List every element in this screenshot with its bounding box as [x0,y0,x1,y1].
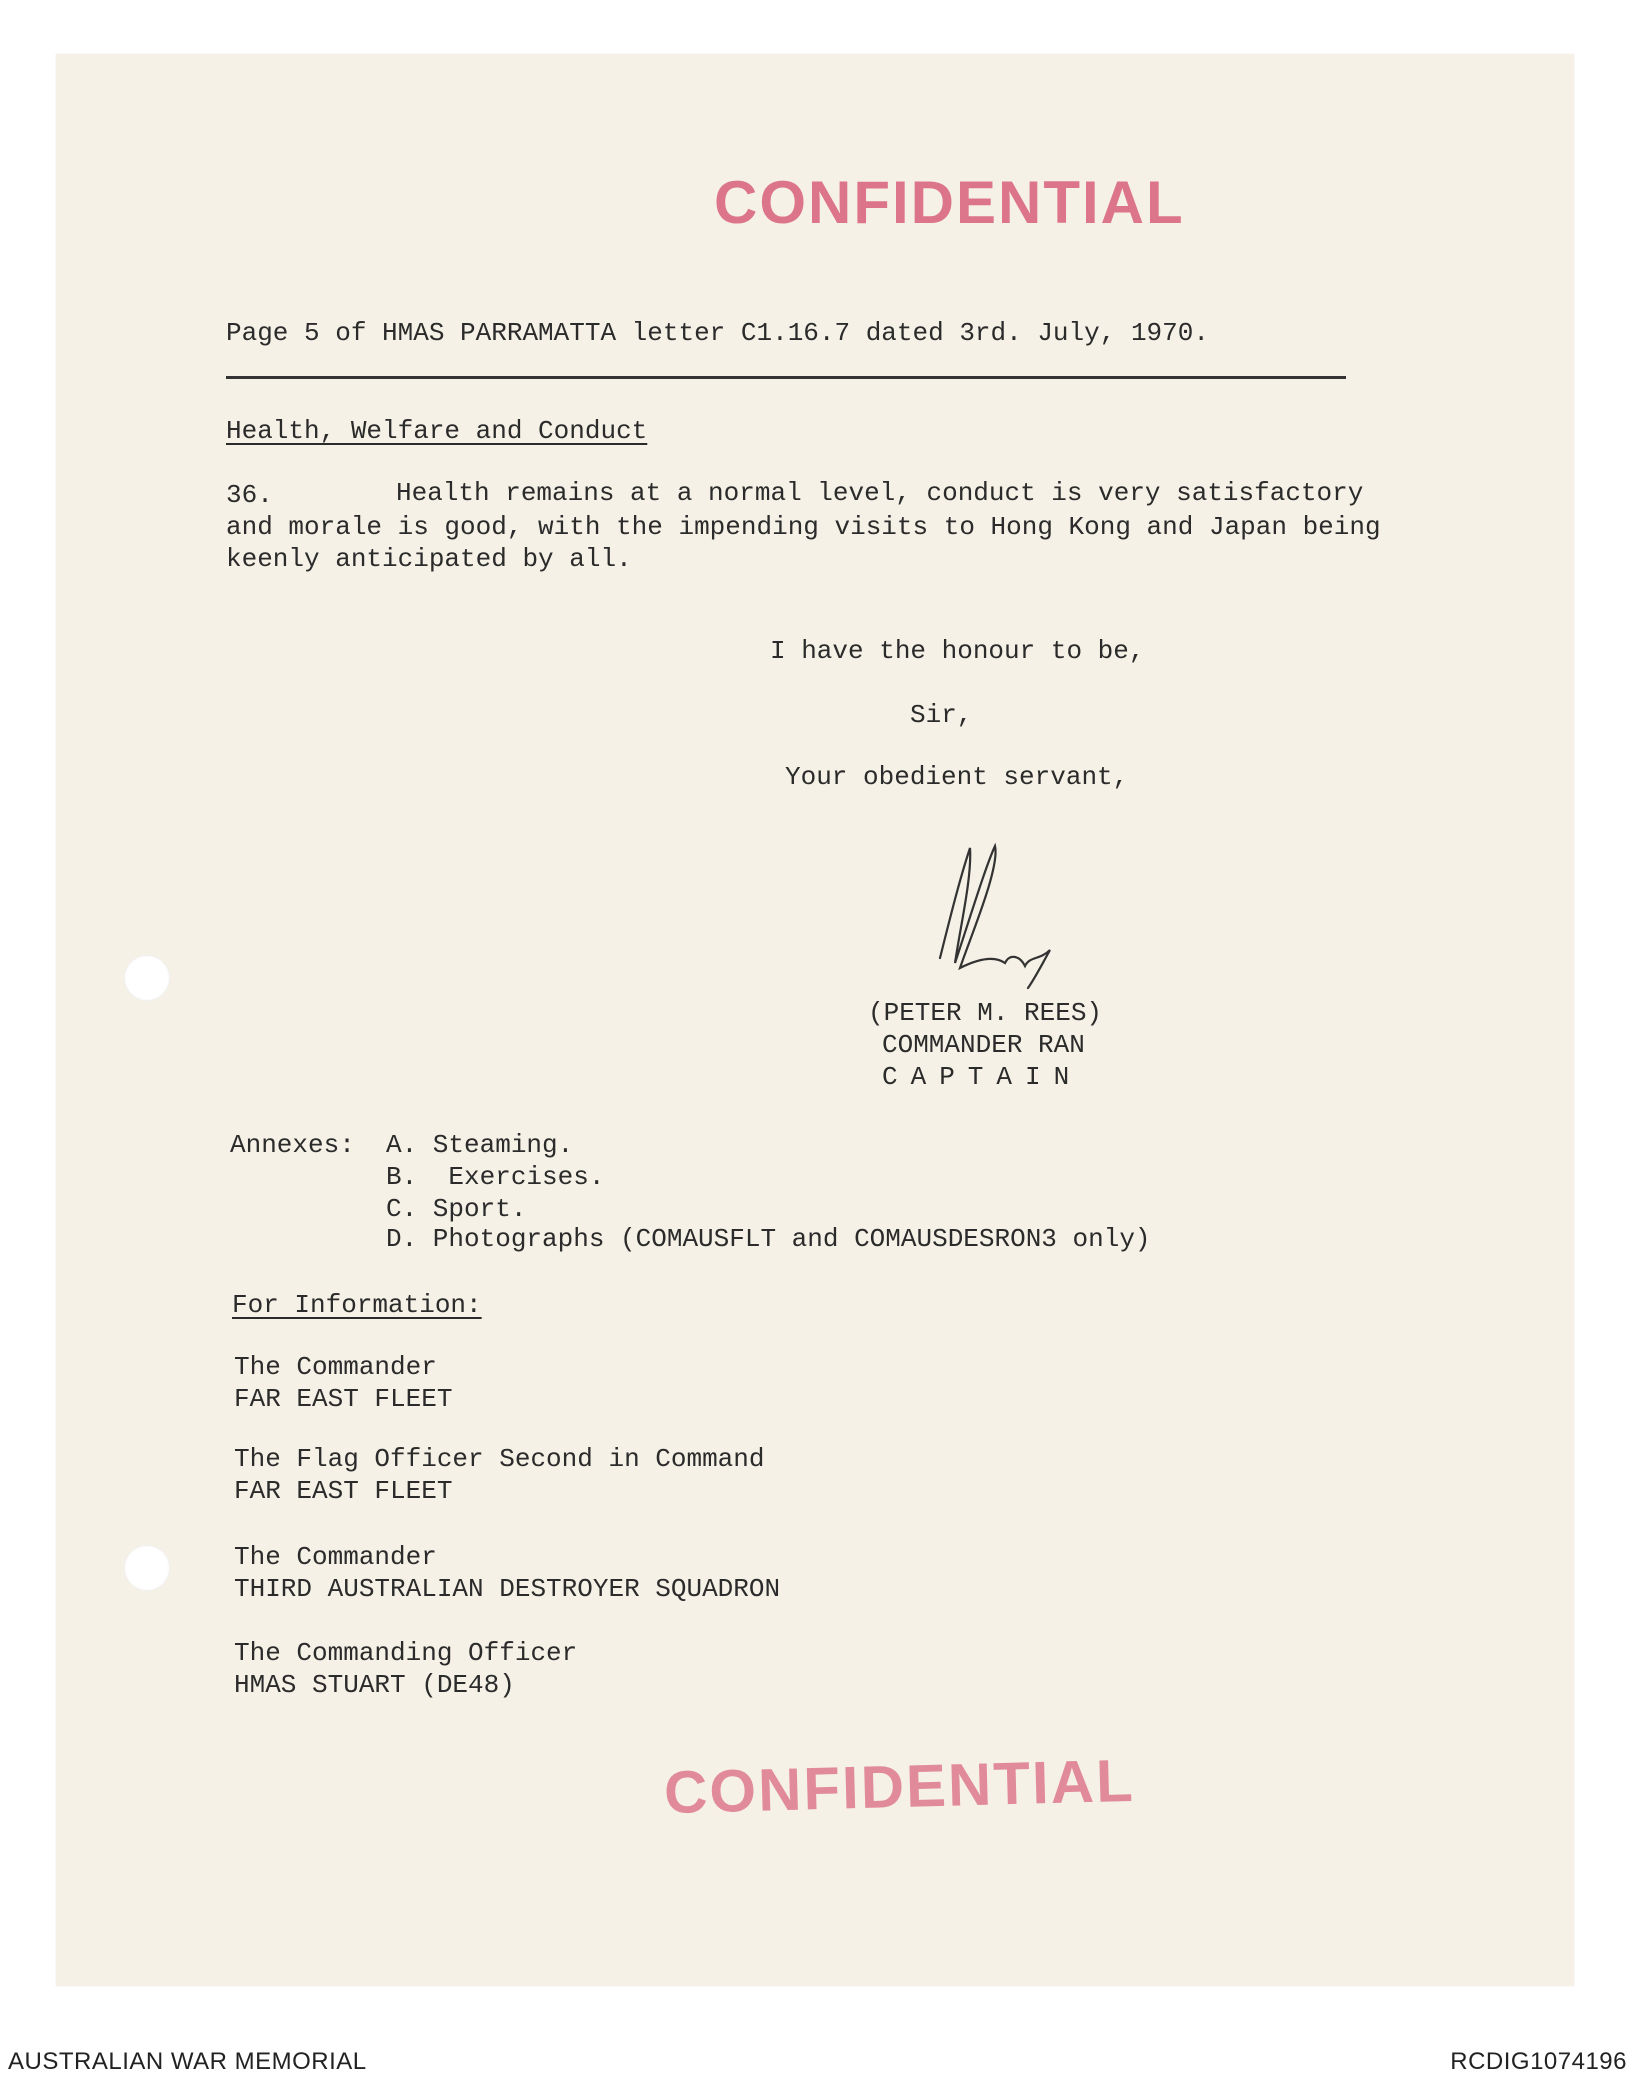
recipient-line: HMAS STUART (DE48) [234,1670,515,1700]
signatory-rank: COMMANDER RAN [882,1030,1085,1060]
footer-source: AUSTRALIAN WAR MEMORIAL [8,2048,367,2075]
annex-item: B. Exercises. [386,1162,605,1192]
footer-record-id: RCDIG1074196 [1450,2048,1627,2075]
paragraph-number: 36. [226,480,273,510]
punch-hole-lower [124,1545,170,1591]
confidential-stamp-top: CONFIDENTIAL [714,169,1185,236]
for-information-label: For Information: [232,1290,482,1320]
recipient-line: The Commanding Officer [234,1638,578,1668]
recipient-line: FAR EAST FLEET [234,1384,453,1414]
annexes-label: Annexes: [230,1130,355,1160]
annex-item: D. Photographs (COMAUSFLT and COMAUSDESRON3 only) [386,1224,1151,1254]
recipient-line: The Commander [234,1542,437,1572]
handwritten-signature [900,838,1100,998]
header-divider [226,376,1346,379]
paragraph-line-2: and morale is good, with the impending visits to Hong Kong and Japan being [226,512,1381,542]
paragraph-line-3: keenly anticipated by all. [226,544,632,574]
annex-item: C. Sport. [386,1194,527,1224]
paragraph-line-1: Health remains at a normal level, conduct is very satisfactory [396,478,1364,508]
recipient-line: THIRD AUSTRALIAN DESTROYER SQUADRON [234,1574,781,1604]
closing-salutation: Sir, [910,700,973,730]
punch-hole-upper [124,955,170,1001]
recipient-line: The Commander [234,1352,437,1382]
confidential-stamp-bottom: CONFIDENTIAL [663,1746,1136,1827]
annex-item: A. Steaming. [386,1130,574,1160]
closing-honour: I have the honour to be, [770,636,1145,666]
recipient-line: The Flag Officer Second in Command [234,1444,765,1474]
signatory-role: CAPTAIN [882,1062,1083,1092]
closing-servant: Your obedient servant, [785,762,1129,792]
section-title: Health, Welfare and Conduct [226,416,648,446]
signatory-name: (PETER M. REES) [868,998,1103,1028]
letter-reference-header: Page 5 of HMAS PARRAMATTA letter C1.16.7 dated 3rd. July, 1970. [226,318,1209,348]
recipient-line: FAR EAST FLEET [234,1476,453,1506]
